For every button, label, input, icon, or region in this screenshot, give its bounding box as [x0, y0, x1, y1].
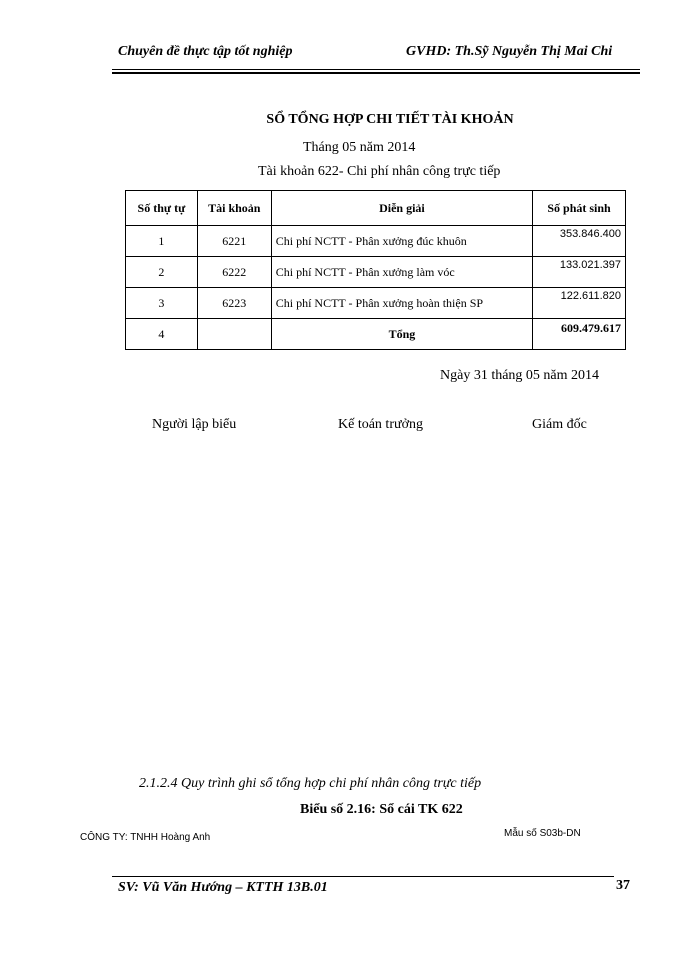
form-code: Mẫu số S03b-DN: [504, 828, 581, 839]
row-account: 6223: [197, 288, 271, 319]
col-header-desc: Diễn giải: [271, 191, 532, 226]
table-row: [126, 288, 626, 319]
company-name: CÔNG TY: TNHH Hoàng Anh: [80, 832, 211, 843]
header-right: GVHD: Th.Sỹ Nguyễn Thị Mai Chi: [406, 44, 613, 59]
bieu-title: Biểu số 2.16: Sổ cái TK 622: [300, 802, 463, 817]
signature-chief-accountant: Kế toán trưởng: [338, 417, 423, 432]
footer-student: SV: Vũ Văn Hướng – KTTH 13B.01: [118, 880, 328, 895]
signature-preparer: Người lập biểu: [152, 417, 237, 432]
row-stt: 2: [126, 257, 198, 288]
total-stt: 4: [126, 319, 198, 350]
report-account: Tài khoản 622- Chi phí nhân công trực tiếp: [258, 164, 501, 179]
total-account-empty: [197, 319, 271, 350]
row-stt: 3: [126, 288, 198, 319]
row-amount: 122.611.820: [533, 288, 626, 319]
total-amount: 609.479.617: [533, 319, 626, 350]
signature-director: Giám đốc: [532, 417, 587, 432]
date-line: Ngày 31 tháng 05 năm 2014: [440, 368, 600, 383]
col-header-stt: Số thự tự: [126, 191, 198, 226]
header-left: Chuyên đề thực tập tốt nghiệp: [118, 44, 293, 59]
row-desc: Chi phí NCTT - Phân xưởng hoàn thiện SP: [271, 288, 532, 319]
table-header-row: [126, 191, 626, 226]
footer-rule: [112, 876, 614, 877]
ledger-table: [125, 190, 626, 350]
row-desc: Chi phí NCTT - Phân xưởng đúc khuôn: [271, 226, 532, 257]
total-label: Tổng: [271, 319, 532, 350]
page-number: 37: [616, 878, 630, 893]
row-account: 6222: [197, 257, 271, 288]
table-row: [126, 257, 626, 288]
row-amount: 133.021.397: [533, 257, 626, 288]
header-rule-thin: [112, 69, 640, 70]
row-amount: 353.846.400: [533, 226, 626, 257]
report-month: Tháng 05 năm 2014: [303, 140, 416, 155]
col-header-account: Tài khoản: [197, 191, 271, 226]
row-account: 6221: [197, 226, 271, 257]
table-row: [126, 226, 626, 257]
report-title: SỔ TỔNG HỢP CHI TIẾT TÀI KHOẢN: [266, 112, 514, 127]
table-total-row: [126, 319, 626, 350]
section-caption: 2.1.2.4 Quy trình ghi sổ tổng hợp chi phí nhân công trực tiếp: [139, 776, 482, 791]
col-header-amount: Số phát sinh: [533, 191, 626, 226]
row-desc: Chi phí NCTT - Phân xưởng làm vóc: [271, 257, 532, 288]
row-stt: 1: [126, 226, 198, 257]
header-rule-thick: [112, 72, 640, 74]
